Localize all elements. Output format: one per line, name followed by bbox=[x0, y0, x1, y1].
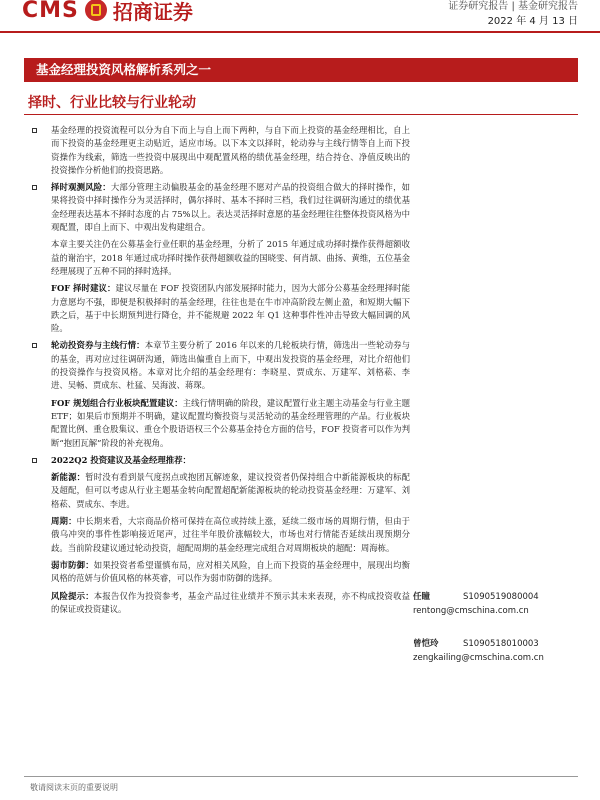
paragraph-heading: 新能源： bbox=[51, 472, 86, 483]
page-title: 择时、行业比较与行业轮动 bbox=[28, 95, 196, 111]
paragraph-text: 暂时没有看到景气度拐点或抱团瓦解迹象，建议投资者仍保持组合中新能源板块的标配及超配，但可以考虑从行业主题基金转向配置超配新能源板块的轮动投资基金经理：万建军、刘格菘、贾成东、李进。 bbox=[51, 472, 411, 509]
logo bbox=[22, 0, 193, 24]
paragraph-text: 大部分管理主动偏股基金的基金经理不愿对产品的投资组合做大的择时操作，如果将投资中择时操作分为灵活择时，偶尔择时、基本不择时三档，我们过往调研沟通过的绩优基金经理表达基本不择时态度的占 75%以上。表达灵活择时意愿的基金经理往往整体投资风格为中观配置，即自上而下、中观出发构建组合。 bbox=[51, 182, 411, 233]
paragraph-text: 中长期来看，大宗商品价格可保持在高位或持续上涨，延续二级市场的周期行情，但由于俄乌冲突的事件性影响接近尾声，过往半年股价涨幅较大，市场也对行情能否延续出现预期分歧。当前阶段建议通过轮动投资，超配周期的基金经理完成组合对周期板块的超配：周海栋。 bbox=[51, 516, 410, 553]
analyst-card bbox=[413, 590, 583, 618]
summary-paragraph bbox=[30, 181, 410, 234]
analyst-license: S1090518010003 bbox=[463, 639, 539, 649]
paragraph-heading: 择时观测风险： bbox=[51, 182, 111, 193]
analyst-panel bbox=[413, 590, 583, 684]
paragraph-text: 本章节主要分析了 2016 年以来的几轮板块行情，筛选出一些轮动券与的基金，再对应过往调研沟通，筛选出偏重自上而下，中观出发投资的基金经理，对比介绍他们的投资操作与投资风格。本章对比介绍的基金经理有：李晓星、贾成东、万建军、刘格菘、李进、吴畅、贾成东、杜猛、吴海波、蒋琛。 bbox=[51, 340, 410, 391]
report-date: 2022 年 4 月 13 日 bbox=[487, 16, 578, 27]
paragraph-text: 如果投资者希望谨慎布局，应对相关风险，自上而下投资的基金经理中，展现出均衡风格的范妍与价值风格的林英睿，可以作为弱市防御的选择。 bbox=[51, 559, 411, 584]
paragraph-text: 建议尽量在 FOF 投资团队内部发展择时能力，因为大部分公募基金经理择时能力意愿均不强，即便是积极择时的基金经理，往往也是在牛市冲高阶段左侧止盈，和短期大幅下跌之后，基于中长期预判进行降仓，并不能规避 2022 年 Q1 这种事件性冲击导致大幅回调的风险。 bbox=[51, 283, 411, 334]
analyst-name: 曾恺玲 bbox=[413, 639, 439, 649]
summary-paragraph bbox=[30, 238, 410, 278]
logo-mark-icon bbox=[85, 0, 107, 21]
paragraph-text: 基金经理的投资流程可以分为自下而上与自上而下两种，与自下而上投资的基金经理相比，自上而下投资的基金经理更主动贴近，适应市场。以下本文以择时，轮动券与主线行情等自上而下投资操作为线索，筛选一些投资中展现出中观配置风格的绩优基金经理，结合持仓、净值反映出的投资操作分析他们的投资思路。 bbox=[51, 125, 410, 175]
paragraph-heading: 周期： bbox=[51, 516, 77, 527]
analyst-name: 任瞳 bbox=[413, 592, 431, 602]
logo-latin: CMS bbox=[22, 0, 79, 23]
summary-paragraph bbox=[30, 397, 410, 450]
paragraph-heading: 弱市防御： bbox=[51, 559, 94, 570]
paragraph-text: 主线行情明确的阶段，建议配置行业主题主动基金与行业主题 ETF；如果后市预期并不明确，建议配置均衡投资与灵活轮动的基金经理管理的产品。行业板块配置比例、重仓股集议、重仓个股语语权三个公募基金持仓方面的信号，FOF 投资者可以作为判断“抱团瓦解”阶段的补充视角。 bbox=[51, 397, 410, 448]
title-divider bbox=[24, 114, 578, 115]
summary-paragraph bbox=[30, 339, 410, 392]
paragraph-heading: 轮动投资券与主线行情： bbox=[51, 340, 145, 351]
analyst-license: S1090519080004 bbox=[463, 592, 539, 602]
report-type: 证券研究报告 | 基金研究报告 bbox=[448, 1, 578, 12]
series-title-bar: 基金经理投资风格解析系列之一 bbox=[24, 58, 578, 82]
summary-paragraph bbox=[30, 454, 410, 467]
analyst-email[interactable]: rentong@cmschina.com.cn bbox=[413, 606, 529, 616]
paragraph-heading: 2022Q2 投资建议及基金经理推荐： bbox=[51, 454, 191, 465]
summary-paragraph bbox=[30, 559, 410, 586]
summary-paragraph bbox=[30, 124, 410, 177]
summary-paragraph bbox=[30, 515, 410, 555]
paragraph-heading: FOF 规划组合行业板块配置建议： bbox=[51, 397, 183, 408]
analyst-card bbox=[413, 637, 583, 665]
summary-paragraph bbox=[30, 282, 410, 335]
summary-paragraph bbox=[30, 471, 410, 511]
logo-chinese: 招商证券 bbox=[112, 0, 193, 24]
summary-body bbox=[30, 124, 410, 620]
header-divider bbox=[0, 31, 600, 33]
paragraph-heading: 风险提示： bbox=[51, 590, 94, 601]
paragraph-text: 本报告仅作为投资参考，基金产品过往业绩并不预示其未来表现，亦不构成投资收益的保证或投资建议。 bbox=[51, 590, 411, 614]
footer-note: 敬请阅读末页的重要说明 bbox=[30, 783, 118, 792]
paragraph-heading: FOF 择时建议： bbox=[51, 283, 116, 294]
summary-paragraph bbox=[30, 590, 410, 617]
analyst-email[interactable]: zengkailing@cmschina.com.cn bbox=[413, 653, 544, 663]
paragraph-text: 本章主要关注仍在公募基金行业任职的基金经理，分析了 2015 年通过成功择时操作获得超额收益的谢治宇，2018 年通过成功择时操作获得超额收益的国晓雯、何肖颉、曲扬、黄维，五位基金经理展现了五种不同的择时选择。 bbox=[51, 239, 410, 276]
footer-divider bbox=[24, 776, 578, 777]
